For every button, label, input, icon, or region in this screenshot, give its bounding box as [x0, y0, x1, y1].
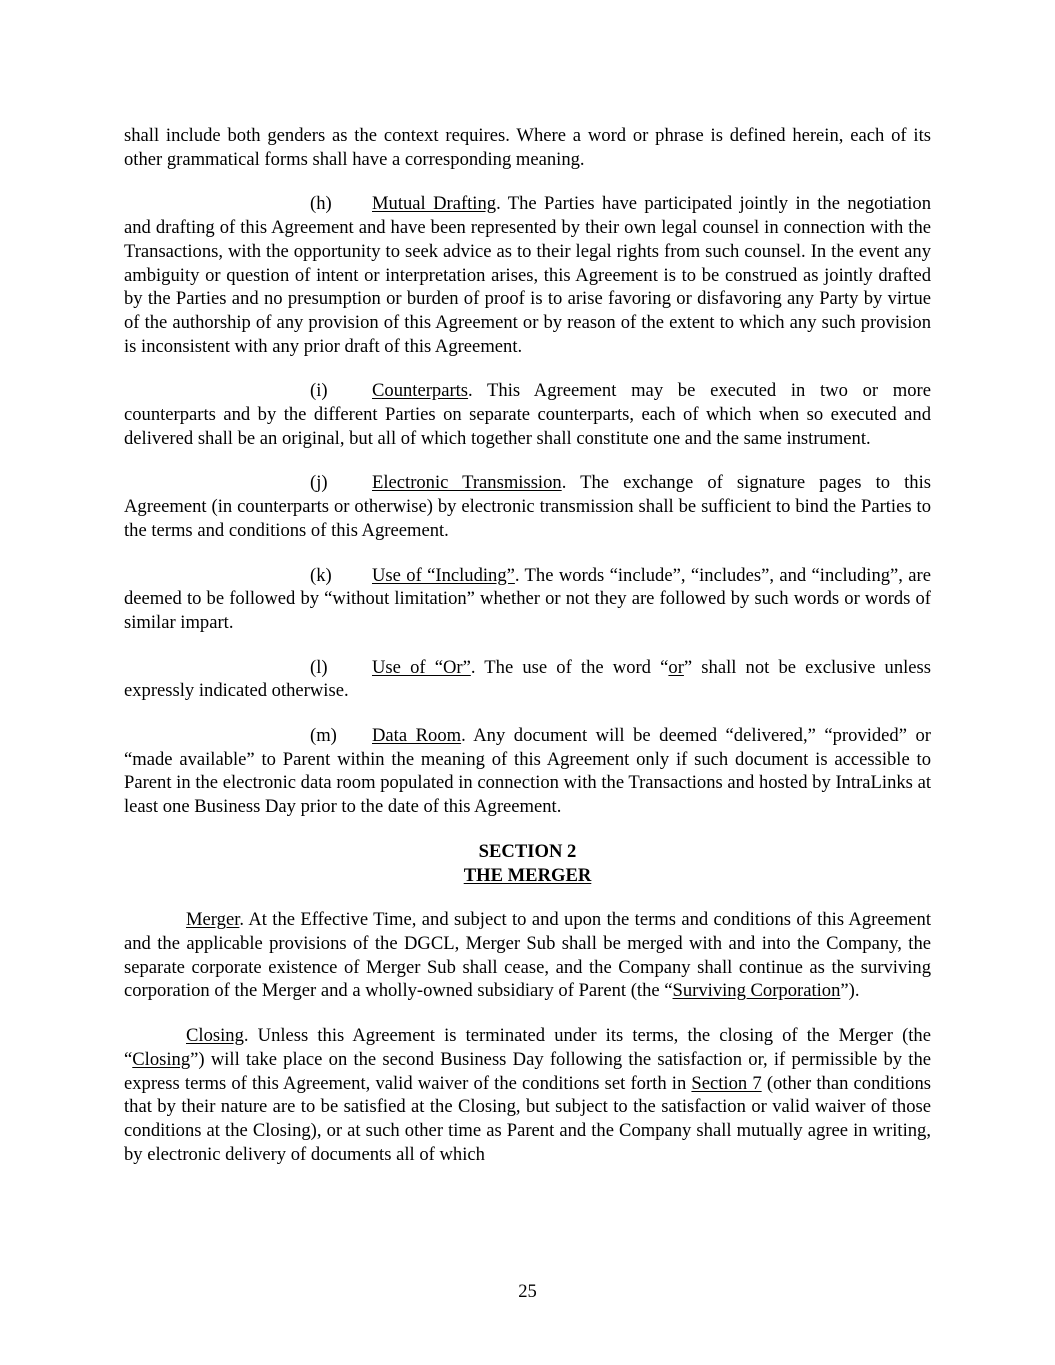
clause-number: (h) — [310, 193, 332, 215]
merger-paragraph — [124, 908, 931, 1003]
section-title: THE MERGER — [463, 864, 592, 886]
merger-title: Merger — [186, 909, 240, 931]
closing-text-b: ”) will take place on the second Business Day following the satisfaction or, if permissible by the express terms of this Agreement, valid waiver of the conditions set forth in — [124, 1048, 931, 1094]
closing-text-c: (other than conditions that by their nature are to be satisfied at the Closing, but subject to the satisfaction or valid waiver of those conditions at the Closing), or at such other time as Parent and the Company shall mutually agree in writing, by electronic delivery of documents all of which — [124, 1072, 932, 1165]
clause-text: . This Agreement may be executed in two or more counterparts and by the different Parties on separate counterparts, each of which when so executed and delivered shall be an original, but all of which together shall constitute one and the same instrument. — [124, 380, 931, 449]
closing-text-a: . Unless this Agreement is terminated under its terms, the closing of the Merger (the “ — [124, 1025, 931, 1070]
intro-paragraph: shall include both genders as the context requires. Where a word or phrase is defined herein, each of its other grammatical forms shall have a corresponding meaning. — [124, 125, 931, 170]
merger-text-a: . At the Effective Time, and subject to and upon the terms and conditions of this Agreement and the applicable provisions of the DGCL, Merger Sub shall be merged with and into the Company, the separate corporate existence of Merger Sub shall cease, and the Company shall continue as the surviving corporation of the Merger and a wholly-owned subsidiary of Parent (the “ — [124, 909, 931, 1002]
clause-number: (m) — [310, 725, 337, 747]
clause-text-a: . The use of the word “ — [470, 656, 669, 678]
clause-number: (k) — [310, 564, 332, 586]
closing-paragraph — [124, 1024, 931, 1166]
clause-title: Mutual Drafting — [372, 193, 497, 215]
section-number: SECTION 2 — [478, 840, 577, 862]
clause-text-b: ” shall not be exclusive unless expressly indicated otherwise. — [124, 656, 932, 702]
section-7-reference: Section 7 — [691, 1072, 762, 1094]
clause-use-of-including — [124, 564, 931, 635]
clause-text: . The exchange of signature pages to this Agreement (in counterparts or otherwise) by electronic transmission shall be sufficient to bind the Parties to the terms and conditions of this Agreement. — [124, 472, 931, 541]
clause-number: (l) — [310, 656, 328, 678]
clause-title: Use of “Or” — [372, 656, 471, 678]
clause-title: Electronic Transmission — [372, 472, 562, 494]
clause-data-room — [124, 724, 931, 819]
merger-text-b: ”). — [840, 980, 860, 1002]
section-heading — [124, 840, 931, 887]
document-body — [124, 124, 931, 1187]
clause-title: Counterparts — [372, 380, 469, 402]
surviving-corporation-term: Surviving Corporation — [672, 980, 841, 1002]
clause-title: Data Room — [372, 725, 462, 747]
clause-number: (j) — [310, 472, 328, 494]
clause-number: (i) — [310, 380, 328, 402]
clause-text: . The words “include”, “includes”, and “including”, are deemed to be followed by “without limitation” whether or not they are followed by such words or words of similar impart. — [124, 564, 931, 633]
closing-title: Closing — [186, 1025, 244, 1047]
clause-text: . The Parties have participated jointly in the negotiation and drafting of this Agreement and have been represented by their own legal counsel in connection with the Transactions, with the opportunity to seek advice as to their legal rights from such counsel. In the event any ambiguity or question of intent or interpretation arises, this Agreement is to be construed as jointly drafted by the Parties and no presumption or burden of proof is to arise favoring or disfavoring any Party by virtue of the authorship of any provision of this Agreement or by reason of the extent to which any such provision is inconsistent with any prior draft of this Agreement. — [124, 193, 931, 357]
or-word: or — [668, 656, 684, 678]
clause-counterparts — [124, 379, 931, 450]
clause-electronic-transmission — [124, 471, 931, 542]
clause-title: Use of “Including” — [372, 564, 515, 586]
clause-use-of-or — [124, 656, 931, 703]
closing-term: Closing — [132, 1048, 191, 1070]
clause-mutual-drafting — [124, 192, 931, 358]
page-number: 25 — [518, 1281, 537, 1302]
clause-text: . Any document will be deemed “delivered,” “provided” or “made available” to Parent within the meaning of this Agreement only if such document is accessible to Parent in the electronic data room populated in connection with the Transactions and hosted by IntraLinks at least one Business Day prior to the date of this Agreement. — [124, 725, 931, 818]
